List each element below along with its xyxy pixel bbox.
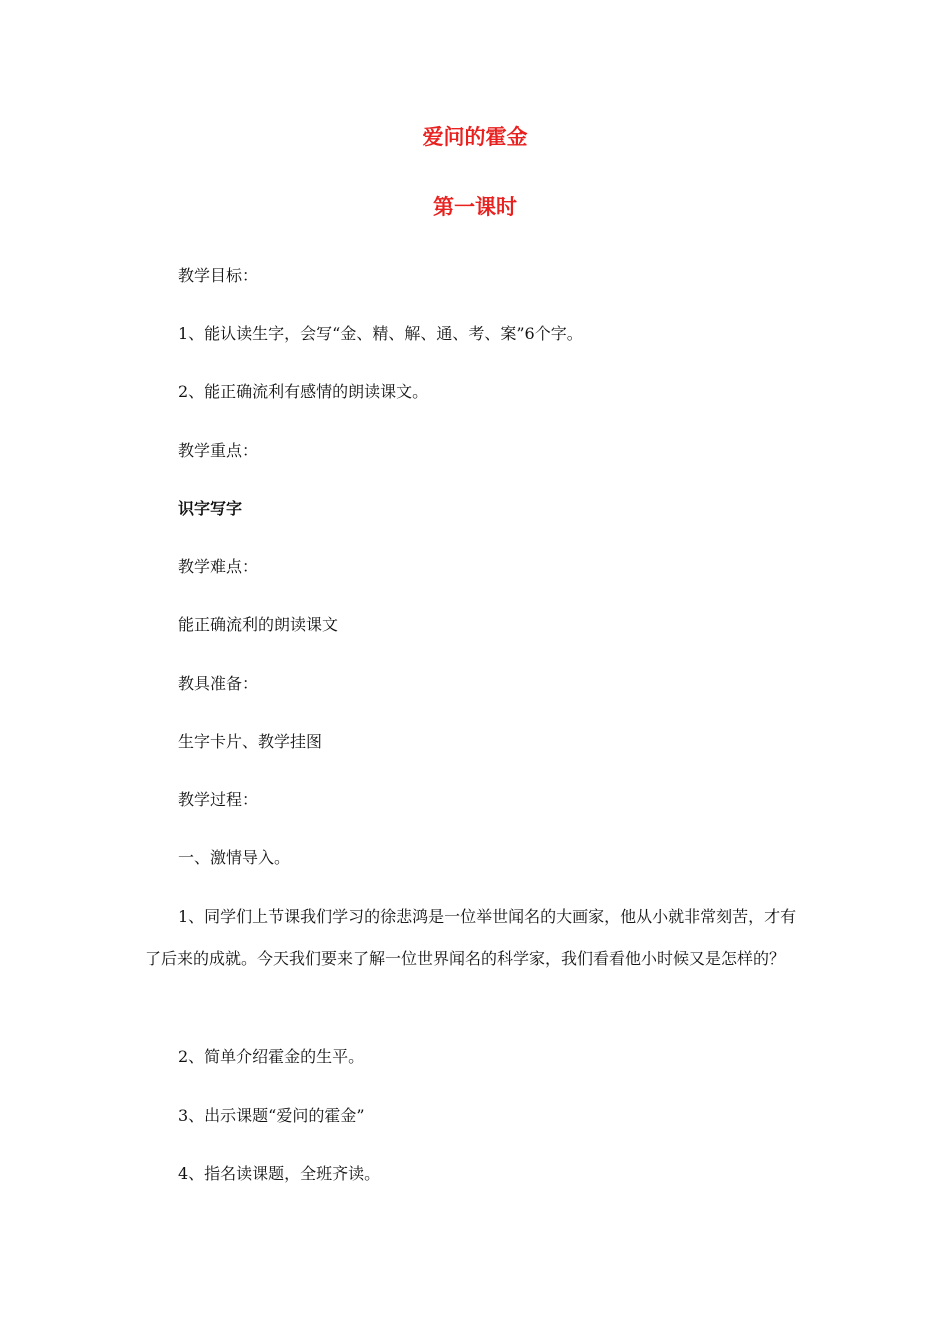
difficulty-text: 能正确流利的朗读课文 [178,615,339,634]
process-item-2: 2、简单介绍霍金的生平。 [178,1047,365,1066]
section-heading-objectives: 教学目标： [178,266,259,285]
process-item-1: 1、同学们上节课我们学习的徐悲鸿是一位举世闻名的大画家，他从小就非常刻苦，才有了后来的成就。今天我们要来了解一位世界闻名的科学家，我们看看他小时候又是怎样的？ [145,907,797,968]
process-item-4: 4、指名读课题，全班齐读。 [178,1164,381,1183]
objective-item-1: 1、能认读生字，会写“金、精、解、通、考、案”6个字。 [178,324,583,343]
document-title: 爱问的霍金 [422,125,528,149]
section-heading-process: 教学过程： [178,790,259,809]
section-heading-materials: 教具准备： [178,674,259,693]
objective-item-2: 2、能正确流利有感情的朗读课文。 [178,382,429,401]
process-step-heading: 一、激情导入。 [178,848,291,867]
section-heading-difficulties: 教学难点： [178,557,259,576]
section-heading-key-points: 教学重点： [178,441,259,460]
document-subtitle: 第一课时 [433,195,517,219]
key-point-text: 识字写字 [178,499,243,518]
materials-text: 生字卡片、教学挂图 [178,732,323,751]
process-item-3: 3、出示课题“爱问的霍金” [178,1106,365,1125]
